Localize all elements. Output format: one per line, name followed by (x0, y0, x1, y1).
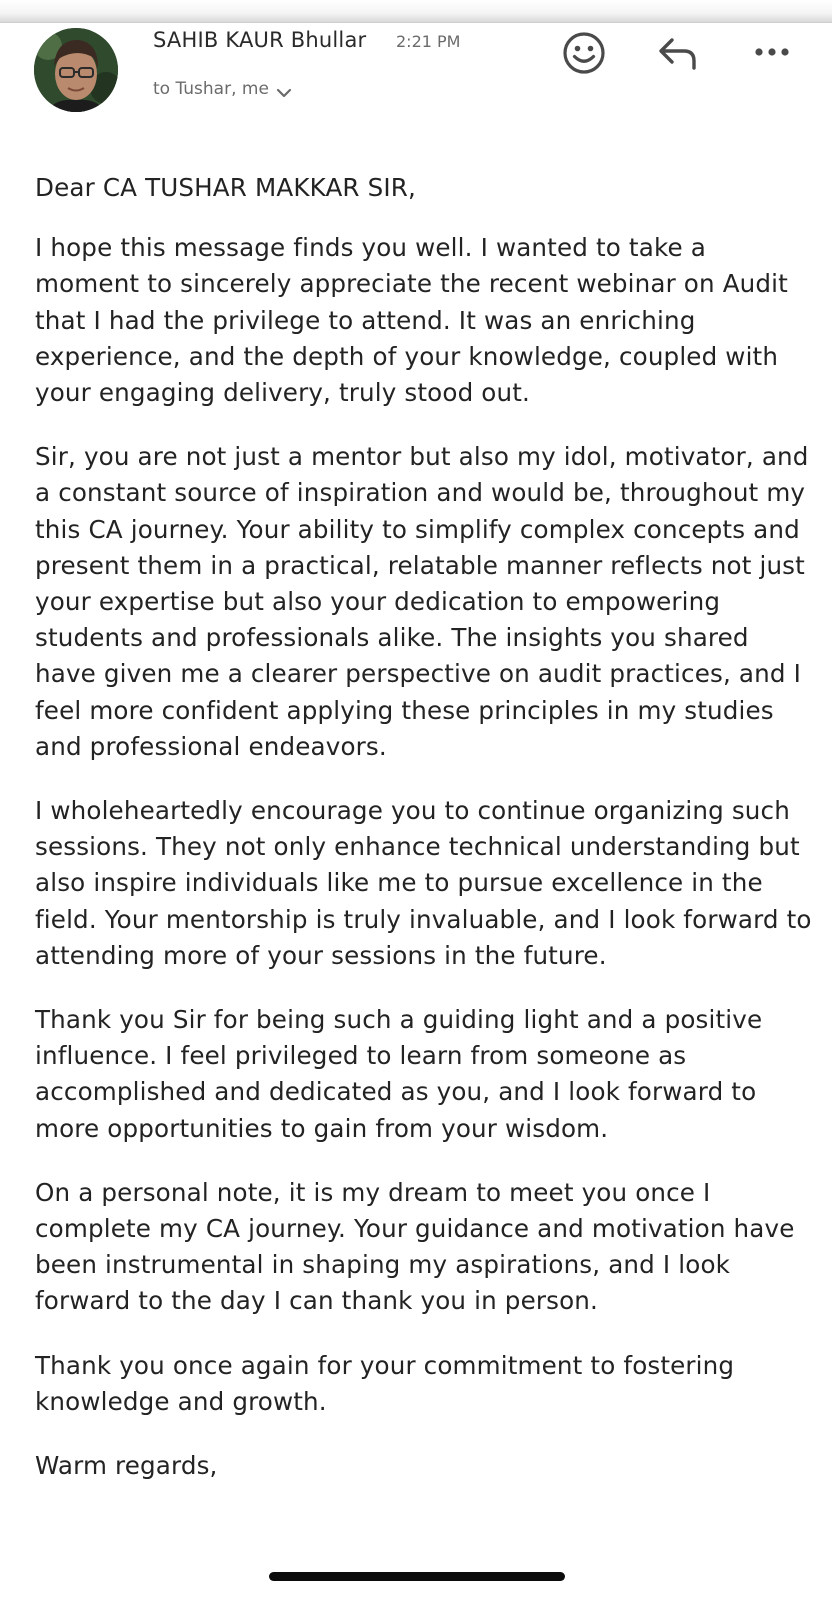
top-bar-edge (0, 0, 832, 23)
email-paragraph: I hope this message finds you well. I wanted to take a moment to sincerely appreciate the recent webinar on Audit that I had the privilege to attend. It was an enriching experience, and the depth of your knowledge, coupled with your engaging delivery, truly stood out. (35, 233, 788, 408)
email-body (35, 170, 815, 1512)
recipients-text: to Tushar, me (153, 79, 269, 99)
sender-name[interactable]: SAHIB KAUR Bhullar (153, 28, 367, 52)
recipients-toggle[interactable] (153, 79, 293, 99)
email-timestamp: 2:21 PM (396, 32, 461, 51)
email-greeting: Dear CA TUSHAR MAKKAR SIR, (35, 173, 417, 202)
sender-avatar[interactable] (34, 28, 118, 112)
emoji-reaction-icon[interactable] (561, 30, 607, 76)
reply-icon[interactable] (656, 34, 700, 74)
home-indicator[interactable] (269, 1572, 565, 1581)
email-paragraph: Sir, you are not just a mentor but also my idol, motivator, and a constant source of inspiration and would be, throughout my this CA journey. Your ability to simplify complex concepts and present them in a practical, relatable manner reflects not just your expertise but also your dedication to empowering students and professionals alike. The insights you shared have given me a clearer perspective on audit practices, and I feel more confident applying these principles in my studies and professional endeavors. (35, 442, 809, 761)
chevron-down-icon (275, 85, 293, 99)
avatar-photo (34, 28, 118, 112)
email-closing: Warm regards, (35, 1451, 218, 1481)
email-paragraph: On a personal note, it is my dream to meet you once I complete my CA journey. Your guidance and motivation have been instrumental in shaping my aspirations, and I look forward to the day I can thank you in person. (35, 1177, 795, 1316)
email-paragraph: Thank you Sir for being such a guiding light and a positive influence. I feel privileged to learn from someone as accomplished and dedicated as you, and I look forward to more opportunities to gain from your wisdom. (35, 1005, 763, 1143)
more-options-icon[interactable] (753, 42, 791, 62)
email-paragraph: I wholeheartedly encourage you to continue organizing such sessions. They not only enhance technical understanding but also inspire individuals like me to pursue excellence in the field. Your mentorship is truly invaluable, and I look forward to attending more of your sessions in the future. (35, 796, 812, 970)
email-paragraph: Thank you once again for your commitment to fostering knowledge and growth. (35, 1350, 735, 1416)
email-header (0, 22, 832, 132)
